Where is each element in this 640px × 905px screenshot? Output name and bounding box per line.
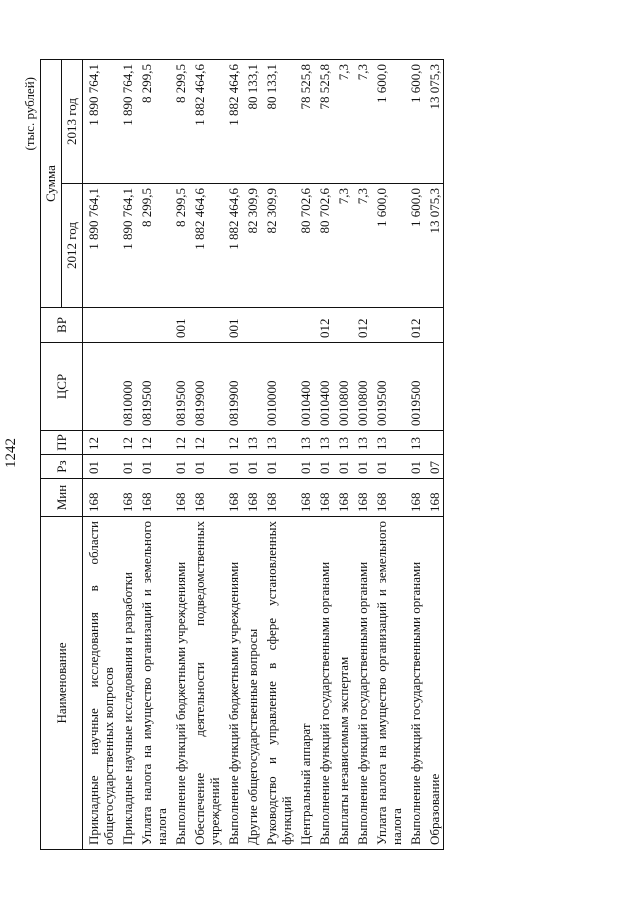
cell-pr: 13 bbox=[314, 431, 333, 455]
cell-name: Центральный аппарат bbox=[295, 517, 314, 850]
header-row-1 bbox=[41, 60, 62, 850]
table-row bbox=[352, 60, 371, 850]
table-row bbox=[405, 60, 424, 850]
cell-rz: 01 bbox=[405, 455, 424, 479]
table-row bbox=[424, 60, 444, 850]
cell-pr: 13 bbox=[405, 431, 424, 455]
cell-y2013: 1 600,0 bbox=[371, 60, 405, 184]
header-min: Мин bbox=[41, 479, 83, 517]
table-row bbox=[295, 60, 314, 850]
cell-name: Уплата налога на имущество организаций и земельного налога bbox=[371, 517, 405, 850]
cell-y2013: 1 882 464,6 bbox=[223, 60, 242, 184]
cell-name: Выполнение функций государственными органами bbox=[314, 517, 333, 850]
cell-name: Уплата налога на имущество организаций и земельного налога bbox=[136, 517, 170, 850]
header-csr: ЦСР bbox=[41, 343, 83, 431]
cell-y2012: 1 890 764,1 bbox=[83, 184, 118, 308]
cell-csr bbox=[242, 343, 261, 431]
cell-y2013: 78 525,8 bbox=[314, 60, 333, 184]
cell-min: 168 bbox=[170, 479, 189, 517]
cell-min: 168 bbox=[189, 479, 223, 517]
cell-rz: 01 bbox=[352, 455, 371, 479]
cell-csr: 0019500 bbox=[405, 343, 424, 431]
cell-min: 168 bbox=[261, 479, 295, 517]
cell-name: Прикладные научные исследования и разработки bbox=[117, 517, 136, 850]
header-sum: Сумма bbox=[41, 60, 62, 308]
cell-csr: 0010800 bbox=[352, 343, 371, 431]
cell-rz: 07 bbox=[424, 455, 444, 479]
cell-y2013: 1 890 764,1 bbox=[117, 60, 136, 184]
cell-min: 168 bbox=[314, 479, 333, 517]
cell-csr: 0819900 bbox=[223, 343, 242, 431]
cell-y2012: 80 702,6 bbox=[314, 184, 333, 308]
cell-y2013: 1 882 464,6 bbox=[189, 60, 223, 184]
cell-y2012: 8 299,5 bbox=[136, 184, 170, 308]
cell-pr: 12 bbox=[170, 431, 189, 455]
table-row bbox=[189, 60, 223, 850]
cell-y2013: 1 890 764,1 bbox=[83, 60, 118, 184]
cell-y2012: 1 600,0 bbox=[405, 184, 424, 308]
cell-name: Выполнение функций государственными органами bbox=[352, 517, 371, 850]
cell-vr bbox=[189, 308, 223, 343]
cell-y2012: 7,3 bbox=[333, 184, 352, 308]
cell-vr bbox=[424, 308, 444, 343]
table-row bbox=[136, 60, 170, 850]
cell-min: 168 bbox=[424, 479, 444, 517]
cell-y2012: 1 890 764,1 bbox=[117, 184, 136, 308]
cell-y2013: 7,3 bbox=[352, 60, 371, 184]
units-note: (тыс. рублей) bbox=[22, 77, 37, 151]
cell-min: 168 bbox=[117, 479, 136, 517]
cell-csr: 0819900 bbox=[189, 343, 223, 431]
cell-min: 168 bbox=[83, 479, 118, 517]
cell-pr bbox=[424, 431, 444, 455]
cell-y2013: 7,3 bbox=[333, 60, 352, 184]
cell-csr bbox=[424, 343, 444, 431]
cell-rz: 01 bbox=[314, 455, 333, 479]
cell-vr bbox=[333, 308, 352, 343]
cell-name: Образование bbox=[424, 517, 444, 850]
table-row bbox=[261, 60, 295, 850]
cell-name: Прикладные научные исследования в области общегосударственных вопросов bbox=[83, 517, 118, 850]
cell-pr: 13 bbox=[261, 431, 295, 455]
header-name: Наименование bbox=[41, 517, 83, 850]
cell-min: 168 bbox=[242, 479, 261, 517]
cell-pr: 12 bbox=[136, 431, 170, 455]
cell-csr bbox=[83, 343, 118, 431]
cell-name: Выполнение функций бюджетными учреждениями bbox=[170, 517, 189, 850]
cell-y2012: 1 882 464,6 bbox=[189, 184, 223, 308]
cell-pr: 13 bbox=[371, 431, 405, 455]
cell-rz: 01 bbox=[333, 455, 352, 479]
cell-rz: 01 bbox=[189, 455, 223, 479]
cell-min: 168 bbox=[333, 479, 352, 517]
cell-rz: 01 bbox=[223, 455, 242, 479]
cell-vr: 012 bbox=[405, 308, 424, 343]
cell-rz: 01 bbox=[136, 455, 170, 479]
cell-name: Выплаты независимым экспертам bbox=[333, 517, 352, 850]
cell-vr: 001 bbox=[170, 308, 189, 343]
cell-vr bbox=[242, 308, 261, 343]
cell-pr: 12 bbox=[189, 431, 223, 455]
cell-pr: 13 bbox=[333, 431, 352, 455]
cell-y2013: 80 133,1 bbox=[242, 60, 261, 184]
cell-y2013: 1 600,0 bbox=[405, 60, 424, 184]
table-row bbox=[333, 60, 352, 850]
cell-min: 168 bbox=[223, 479, 242, 517]
cell-vr bbox=[136, 308, 170, 343]
cell-vr bbox=[261, 308, 295, 343]
cell-min: 168 bbox=[352, 479, 371, 517]
header-2013: 2013 год bbox=[62, 60, 83, 184]
cell-rz: 01 bbox=[242, 455, 261, 479]
cell-y2013: 13 075,3 bbox=[424, 60, 444, 184]
cell-min: 168 bbox=[295, 479, 314, 517]
cell-y2013: 78 525,8 bbox=[295, 60, 314, 184]
cell-vr bbox=[83, 308, 118, 343]
cell-y2012: 13 075,3 bbox=[424, 184, 444, 308]
cell-pr: 12 bbox=[223, 431, 242, 455]
cell-csr: 0819500 bbox=[170, 343, 189, 431]
cell-csr: 0010400 bbox=[295, 343, 314, 431]
table-row bbox=[117, 60, 136, 850]
cell-name: Другие общегосударственные вопросы bbox=[242, 517, 261, 850]
cell-csr: 0819500 bbox=[136, 343, 170, 431]
cell-csr: 0019500 bbox=[371, 343, 405, 431]
cell-vr bbox=[295, 308, 314, 343]
cell-name: Руководство и управление в сфере установленных функций bbox=[261, 517, 295, 850]
cell-y2013: 8 299,5 bbox=[136, 60, 170, 184]
cell-y2013: 80 133,1 bbox=[261, 60, 295, 184]
cell-pr: 13 bbox=[352, 431, 371, 455]
header-vr: ВР bbox=[41, 308, 83, 343]
table-row bbox=[83, 60, 118, 850]
table-row bbox=[223, 60, 242, 850]
budget-table bbox=[40, 59, 444, 850]
cell-rz: 01 bbox=[117, 455, 136, 479]
cell-vr: 012 bbox=[352, 308, 371, 343]
cell-rz: 01 bbox=[371, 455, 405, 479]
cell-vr: 012 bbox=[314, 308, 333, 343]
table-row bbox=[314, 60, 333, 850]
cell-vr bbox=[371, 308, 405, 343]
table-row bbox=[242, 60, 261, 850]
cell-vr: 001 bbox=[223, 308, 242, 343]
header-pr: ПР bbox=[41, 431, 83, 455]
cell-y2012: 1 600,0 bbox=[371, 184, 405, 308]
cell-vr bbox=[117, 308, 136, 343]
cell-name: Выполнение функций государственными органами bbox=[405, 517, 424, 850]
cell-pr: 12 bbox=[117, 431, 136, 455]
page-number: 1242 bbox=[3, 438, 19, 468]
table-row bbox=[371, 60, 405, 850]
cell-pr: 13 bbox=[242, 431, 261, 455]
table-row bbox=[170, 60, 189, 850]
cell-rz: 01 bbox=[295, 455, 314, 479]
cell-name: Выполнение функций бюджетными учреждениями bbox=[223, 517, 242, 850]
header-rz: Рз bbox=[41, 455, 83, 479]
cell-y2012: 82 309,9 bbox=[261, 184, 295, 308]
cell-csr: 0810000 bbox=[117, 343, 136, 431]
cell-pr: 12 bbox=[83, 431, 118, 455]
cell-rz: 01 bbox=[261, 455, 295, 479]
cell-name: Обеспечение деятельности подведомственных учреждений bbox=[189, 517, 223, 850]
cell-y2012: 1 882 464,6 bbox=[223, 184, 242, 308]
cell-rz: 01 bbox=[170, 455, 189, 479]
cell-min: 168 bbox=[405, 479, 424, 517]
cell-csr: 0010800 bbox=[333, 343, 352, 431]
cell-csr: 0010400 bbox=[314, 343, 333, 431]
cell-y2012: 8 299,5 bbox=[170, 184, 189, 308]
cell-rz: 01 bbox=[83, 455, 118, 479]
cell-min: 168 bbox=[136, 479, 170, 517]
cell-pr: 13 bbox=[295, 431, 314, 455]
cell-y2012: 82 309,9 bbox=[242, 184, 261, 308]
cell-csr: 0010000 bbox=[261, 343, 295, 431]
cell-min: 168 bbox=[371, 479, 405, 517]
cell-y2013: 8 299,5 bbox=[170, 60, 189, 184]
header-2012: 2012 год bbox=[62, 184, 83, 308]
cell-y2012: 7,3 bbox=[352, 184, 371, 308]
cell-y2012: 80 702,6 bbox=[295, 184, 314, 308]
